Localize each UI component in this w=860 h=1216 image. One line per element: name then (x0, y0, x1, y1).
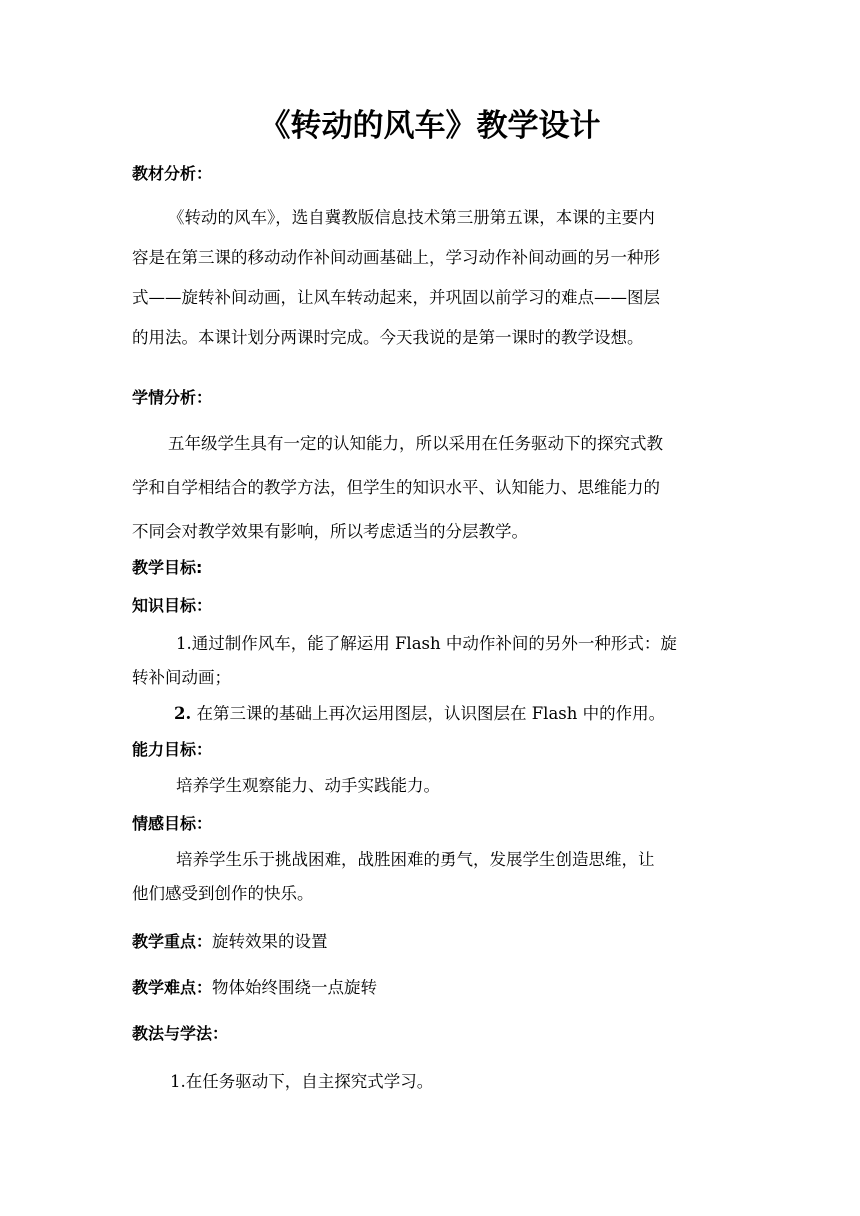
material-analysis-line-4: 的用法。本课计划分两课时完成。今天我说的是第一课时的教学设想。 (132, 328, 644, 347)
knowledge-goals-heading: 知识目标： (132, 596, 213, 615)
key-point-label: 教学重点： (132, 932, 213, 951)
emotion-goals-line-2: 他们感受到创作的快乐。 (132, 884, 314, 903)
learner-analysis-line-2: 学和自学相结合的教学方法，但学生的知识水平、认知能力、思维能力的 (132, 478, 660, 497)
knowledge-goal-2-text: 在第三课的基础上再次运用图层，认识图层在 Flash 中的作用。 (191, 704, 666, 723)
key-point-text: 旋转效果的设置 (212, 932, 328, 951)
document-title: 《转动的风车》教学设计 (259, 108, 601, 144)
knowledge-goal-2-number: 2. (174, 704, 192, 723)
material-analysis-heading: 教材分析： (132, 164, 213, 183)
learner-analysis-line-1: 五年级学生具有一定的认知能力，所以采用在任务驱动下的探究式教 (168, 434, 663, 453)
difficulty-text: 物体始终围绕一点旋转 (212, 978, 378, 997)
knowledge-goal-2 (174, 702, 665, 726)
material-analysis-line-3: 式——旋转补间动画，让风车转动起来，并巩固以前学习的难点——图层 (132, 288, 660, 307)
knowledge-goal-1-line-2: 转补间动画； (132, 668, 231, 687)
emotion-goals-heading: 情感目标： (132, 814, 213, 833)
learner-analysis-line-3: 不同会对教学效果有影响，所以考虑适当的分层教学。 (132, 522, 528, 541)
material-analysis-line-2: 容是在第三课的移动动作补间动画基础上，学习动作补间动画的另一种形 (132, 248, 660, 267)
material-analysis-line-1: 《转动的风车》，选自冀教版信息技术第三册第五课，本课的主要内 (168, 208, 655, 227)
ability-goals-heading: 能力目标： (132, 740, 213, 759)
methods-item-1: 1.在任务驱动下，自主探究式学习。 (170, 1072, 434, 1091)
emotion-goals-line-1: 培养学生乐于挑战困难，战胜困难的勇气，发展学生创造思维，让 (176, 850, 655, 869)
key-point (132, 930, 328, 954)
teaching-goals-heading: 教学目标: (132, 558, 203, 577)
methods-heading: 教法与学法： (132, 1024, 229, 1043)
learner-analysis-heading: 学情分析： (132, 388, 213, 407)
difficulty-label: 教学难点： (132, 978, 213, 997)
difficulty (132, 976, 377, 1000)
knowledge-goal-1-line-1: 1.通过制作风车，能了解运用 Flash 中动作补间的另外一种形式：旋 (176, 634, 677, 653)
ability-goals-text: 培养学生观察能力、动手实践能力。 (176, 776, 440, 795)
